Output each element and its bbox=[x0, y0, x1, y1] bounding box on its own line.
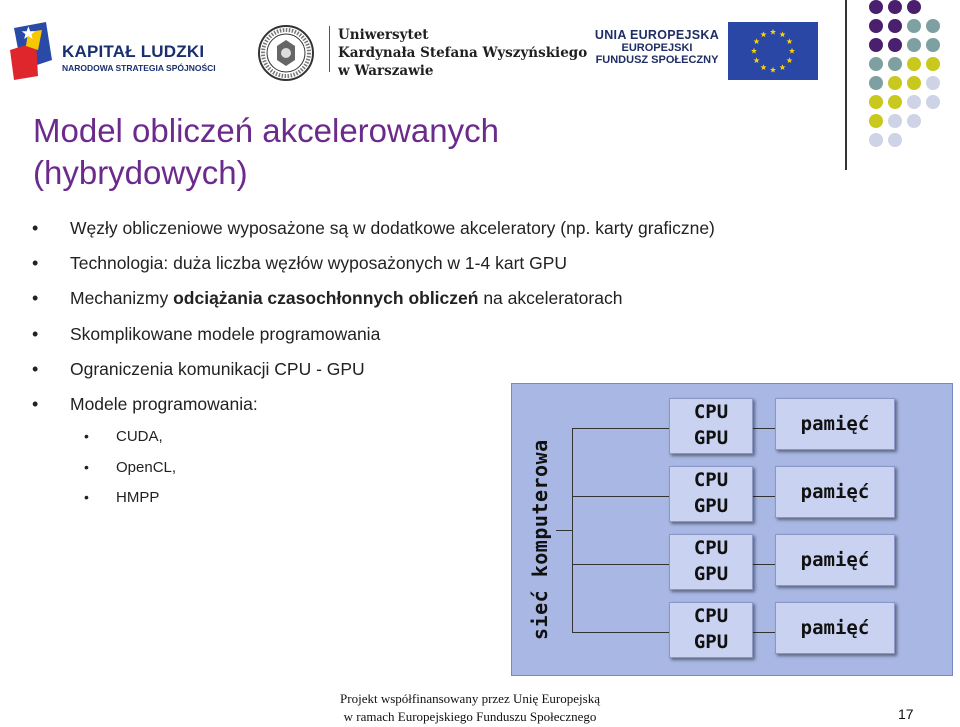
bullet-text-bold: odciążania czasochłonnych obliczeń bbox=[173, 288, 479, 309]
sub-bullet-list bbox=[84, 428, 176, 520]
footer-text bbox=[300, 690, 640, 726]
bullet-item: • Węzły obliczeniowe wyposażone są w dodatkowe akceleratory (np. karty graficzne) bbox=[32, 218, 715, 253]
decorative-dot bbox=[907, 57, 921, 71]
eu-line-3: FUNDUSZ SPOŁECZNY bbox=[595, 54, 719, 66]
university-name bbox=[338, 26, 587, 80]
decorative-dot bbox=[907, 38, 921, 52]
decorative-dot bbox=[888, 19, 902, 33]
cpu-gpu-node bbox=[669, 534, 753, 590]
cpu-gpu-node bbox=[669, 466, 753, 522]
decorative-dot bbox=[926, 76, 940, 90]
network-branch-line bbox=[572, 428, 669, 429]
footer-line-2: w ramach Europejskiego Funduszu Społecznego bbox=[343, 709, 597, 724]
decorative-dot bbox=[907, 76, 921, 90]
slide-title-line-1: Model obliczeń akcelerowanych bbox=[33, 112, 499, 149]
bullet-text-post: na akceleratorach bbox=[478, 288, 623, 309]
sub-bullet-item: • CUDA, bbox=[84, 428, 176, 459]
page-number: 17 bbox=[898, 706, 914, 722]
memory-box: pamięć bbox=[775, 602, 895, 654]
decorative-dot bbox=[907, 0, 921, 14]
bullet-item: • Technologia: duża liczba węzłów wyposażonych w 1-4 kart GPU bbox=[32, 253, 715, 288]
node-memory-link bbox=[753, 428, 775, 429]
slide-title-line-2: (hybrydowych) bbox=[33, 154, 248, 191]
decorative-dot bbox=[869, 57, 883, 71]
university-line-1: Uniwersytet bbox=[338, 27, 429, 43]
university-divider bbox=[329, 26, 330, 72]
network-bus-line bbox=[572, 428, 573, 632]
gpu-label: GPU bbox=[693, 631, 729, 653]
cpu-label: CPU bbox=[693, 469, 729, 491]
decorative-dot bbox=[907, 114, 921, 128]
decorative-dot bbox=[888, 133, 902, 147]
decorative-dot bbox=[926, 38, 940, 52]
university-line-3: w Warszawie bbox=[338, 63, 434, 79]
memory-box: pamięć bbox=[775, 466, 895, 518]
node-memory-link bbox=[753, 496, 775, 497]
decorative-dot bbox=[907, 95, 921, 109]
slide-title bbox=[33, 110, 499, 194]
bullet-item: • Modele programowania: bbox=[32, 394, 715, 429]
eu-flag-icon bbox=[728, 22, 818, 80]
university-seal-logo bbox=[257, 24, 315, 82]
sub-bullet-item: • OpenCL, bbox=[84, 459, 176, 490]
node-memory-link bbox=[753, 564, 775, 565]
header-vertical-rule bbox=[845, 0, 847, 170]
cpu-label: CPU bbox=[693, 401, 729, 423]
network-branch-line bbox=[572, 564, 669, 565]
decorative-dot bbox=[888, 95, 902, 109]
decorative-dot bbox=[869, 133, 883, 147]
gpu-label: GPU bbox=[693, 563, 729, 585]
network-label: sieć komputerowa bbox=[528, 439, 552, 640]
decorative-dot bbox=[926, 57, 940, 71]
decorative-dot bbox=[926, 95, 940, 109]
gpu-label: GPU bbox=[693, 427, 729, 449]
decorative-dot bbox=[869, 76, 883, 90]
decorative-dot bbox=[869, 38, 883, 52]
decorative-dot bbox=[907, 19, 921, 33]
decorative-dot bbox=[926, 19, 940, 33]
decorative-dot bbox=[888, 114, 902, 128]
decorative-dot bbox=[888, 76, 902, 90]
decorative-dot bbox=[869, 0, 883, 14]
kapital-ludzki-subtitle: NARODOWA STRATEGIA SPÓJNOŚCI bbox=[62, 63, 216, 73]
decorative-dot bbox=[869, 114, 883, 128]
decorative-dot bbox=[869, 95, 883, 109]
sub-bullet-item: • HMPP bbox=[84, 489, 176, 520]
node-memory-link bbox=[753, 632, 775, 633]
bullet-item bbox=[32, 288, 715, 323]
eu-line-1: UNIA EUROPEJSKA bbox=[594, 28, 720, 42]
cpu-label: CPU bbox=[693, 537, 729, 559]
network-entry-line bbox=[556, 530, 572, 531]
decorative-dot bbox=[869, 19, 883, 33]
university-line-2: Kardynała Stefana Wyszyńskiego bbox=[338, 45, 588, 61]
network-branch-line bbox=[572, 632, 669, 633]
cpu-gpu-node bbox=[669, 398, 753, 454]
bullet-text-pre: Mechanizmy bbox=[70, 288, 174, 309]
bullet-item: • Ograniczenia komunikacji CPU - GPU bbox=[32, 359, 715, 394]
eu-fund-text bbox=[590, 28, 724, 66]
cpu-gpu-node bbox=[669, 602, 753, 658]
decorative-dot bbox=[888, 57, 902, 71]
eu-line-2: EUROPEJSKI bbox=[621, 42, 693, 54]
memory-box: pamięć bbox=[775, 534, 895, 586]
network-branch-line bbox=[572, 496, 669, 497]
decorative-dot bbox=[888, 38, 902, 52]
kapital-ludzki-title: KAPITAŁ LUDZKI bbox=[62, 42, 205, 61]
decorative-dot bbox=[888, 0, 902, 14]
memory-box: pamięć bbox=[775, 398, 895, 450]
kapital-ludzki-text bbox=[62, 42, 216, 73]
gpu-label: GPU bbox=[693, 495, 729, 517]
decorative-dot-grid bbox=[862, 0, 960, 150]
cpu-label: CPU bbox=[693, 605, 729, 627]
bullet-item: • Skomplikowane modele programowania bbox=[32, 324, 715, 359]
footer-line-1: Projekt współfinansowany przez Unię Europejską bbox=[340, 691, 600, 706]
